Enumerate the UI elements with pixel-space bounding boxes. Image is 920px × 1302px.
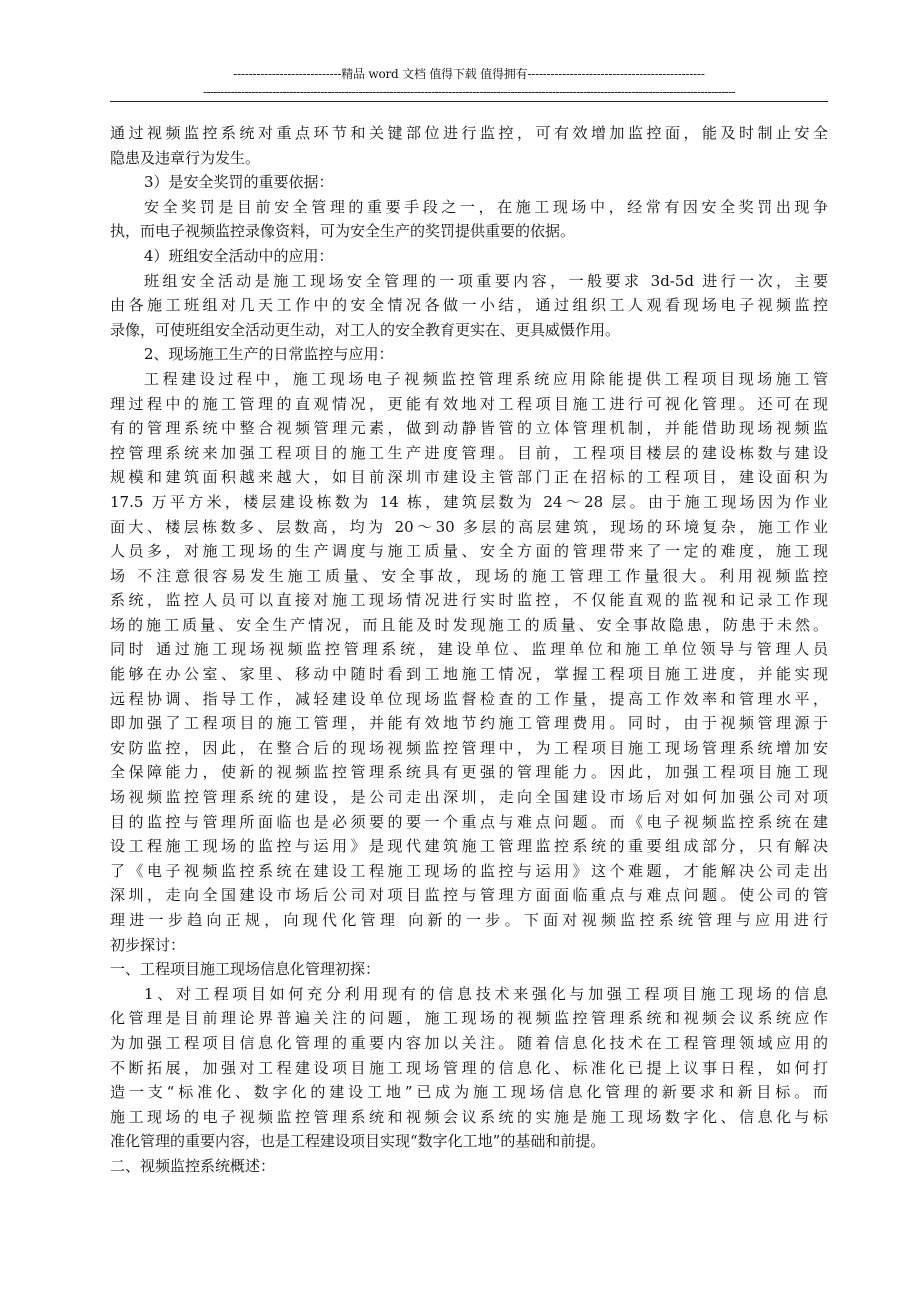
text-line: 能够在办公室、家里、移动中随时看到工地施工情况，掌握工程项目施工进度，并能实现 [110, 665, 828, 684]
text-line: 控管理系统来加强工程项目的施工生产进度管理。目前，工程项目楼层的建设栋数与建设 [110, 443, 828, 462]
text-line: 隐患及违章行为发生。 [110, 148, 261, 167]
text-line: 通过视频监控系统对重点环节和关键部位进行监控，可有效增加监控面，能及时制止安全 [110, 124, 828, 142]
text-line: 同时 通过施工现场视频监控管理系统，建设单位、监理单位和施工单位领导与管理人员 [110, 640, 828, 659]
text-line: 一、工程项目施工现场信息化管理初探： [110, 960, 381, 979]
page-header-dashes: ---------------------------------------------------------------------------------------------------------------------------------------------------------- [202, 86, 736, 98]
text-line: 3）是安全奖罚的重要依据： [144, 173, 334, 192]
text-line: 全保障能力，使新的视频监控管理系统具有更强的管理能力。因此，加强工程项目施工现 [110, 763, 828, 782]
text-line: 远程协调、指导工作，减轻建设单位现场监督检查的工作量，提高工作效率和管理水平， [110, 689, 828, 708]
text-line: 工程建设过程中，施工现场电子视频监控管理系统应用除能提供工程项目现场施工管 [144, 369, 828, 388]
header-divider [110, 101, 828, 102]
text-line: 人员多，对施工现场的生产调度与施工质量、安全方面的管理带来了一定的难度，施工现 [110, 542, 828, 561]
text-line: 目的监控与管理所面临也是必须要的要一个重点与难点问题。而《电子视频监控系统在建 [110, 812, 828, 831]
text-line: 了《电子视频监控系统在建设工程施工现场的监控与运用》这个难题，才能解决公司走出 [110, 861, 828, 880]
text-line: 场 不注意很容易发生施工质量、安全事故，现场的施工管理工作量很大。利用视频监控 [110, 566, 828, 585]
text-line: 初步探讨： [110, 935, 186, 954]
text-line: 有的管理系统中整合视频管理元素，做到动静皆管的立体管理机制，并能借助现场视频监 [110, 419, 828, 438]
text-line: 4）班组安全活动中的应用： [144, 246, 334, 265]
text-line: 不断拓展，加强对工程建设项目施工现场管理的信息化、标准化已提上议事日程，如何打 [110, 1058, 828, 1077]
text-line: 设工程施工现场的监控与运用》是现代建筑施工管理监控系统的重要组成部分，只有解决 [110, 837, 828, 856]
text-line: 为加强工程项目信息化管理的重要内容加以关注。随着信息化技术在工程管理领域应用的 [110, 1033, 828, 1052]
text-line: 班组安全活动是施工现场安全管理的一项重要内容，一般要求 3d-5d 进行一次，主要 [144, 271, 828, 290]
text-line: 造一支“标准化、数字化的建设工地”已成为施工现场信息化管理的新要求和新目标。而 [110, 1083, 828, 1102]
text-line: 场视频监控管理系统的建设，是公司走出深圳，走向全国建设市场后对如何加强公司对项 [110, 788, 828, 807]
text-line: 1、对工程项目如何充分利用现有的信息技术来强化与加强工程项目施工现场的信息 [144, 984, 828, 1003]
text-line: 系统，监控人员可以直接对施工现场情况进行实时监控，不仅能直观的监视和记录工作现 [110, 591, 828, 610]
text-line: 17.5 万平方米，楼层建设栋数为 14 栋，建筑层数为 24～28 层。由于施工现场因为作业 [110, 492, 828, 511]
text-line: 深圳，走向全国建设市场后公司对项目监控与管理方面面临重点与难点问题。使公司的管 [110, 886, 828, 905]
text-line: 执，而电子视频监控录像资料，可为安全生产的奖罚提供重要的依据。 [110, 222, 576, 241]
page-header-text: ----------------------------精品 word 文档 值得下载 值得拥有---------------------------------------------- [233, 67, 705, 81]
text-line: 面大、楼层栋数多、层数高，均为 20～30 多层的高层建筑，现场的环境复杂，施工作业 [110, 517, 828, 536]
text-line: 准化管理的重要内容，也是工程建设项目实现“数字化工地”的基础和前提。 [110, 1132, 606, 1151]
document-body [110, 121, 828, 1179]
text-line: 即加强了工程项目的施工管理，并能有效地节约施工管理费用。同时，由于视频管理源于 [110, 714, 828, 733]
text-line: 二、视频监控系统概述： [110, 1156, 276, 1175]
text-line: 规模和建筑面积越来越大，如目前深圳市建设主管部门正在招标的工程项目，建设面积为 [110, 468, 828, 487]
text-line: 理过程中的施工管理的直观情况，更能有效地对工程项目施工进行可视化管理。还可在现 [110, 394, 828, 413]
text-line: 安全奖罚是目前安全管理的重要手段之一，在施工现场中，经常有因安全奖罚出现争 [144, 197, 828, 216]
text-line: 录像，可使班组安全活动更生动，对工人的安全教育更实在、更具威慑作用。 [110, 320, 621, 339]
text-line: 由各施工班组对几天工作中的安全情况各做一小结，通过组织工人观看现场电子视频监控 [110, 296, 828, 315]
text-line: 2、现场施工生产的日常监控与应用： [144, 345, 394, 364]
text-line: 施工现场的电子视频监控管理系统和视频会议系统的实施是施工现场数字化、信息化与标 [110, 1107, 828, 1126]
text-line: 理进一步趋向正规，向现代化管理 向新的一步。下面对视频监控系统管理与应用进行 [110, 911, 828, 929]
text-line: 化管理是目前理论界普遍关注的问题，施工现场的视频监控管理系统和视频会议系统应作 [110, 1009, 828, 1028]
text-line: 场的施工质量、安全生产情况，而且能及时发现施工的质量、安全事故隐患，防患于未然。 [110, 615, 828, 634]
text-line: 安防监控，因此，在整合后的现场视频监控管理中，为工程项目施工现场管理系统增加安 [110, 738, 828, 757]
